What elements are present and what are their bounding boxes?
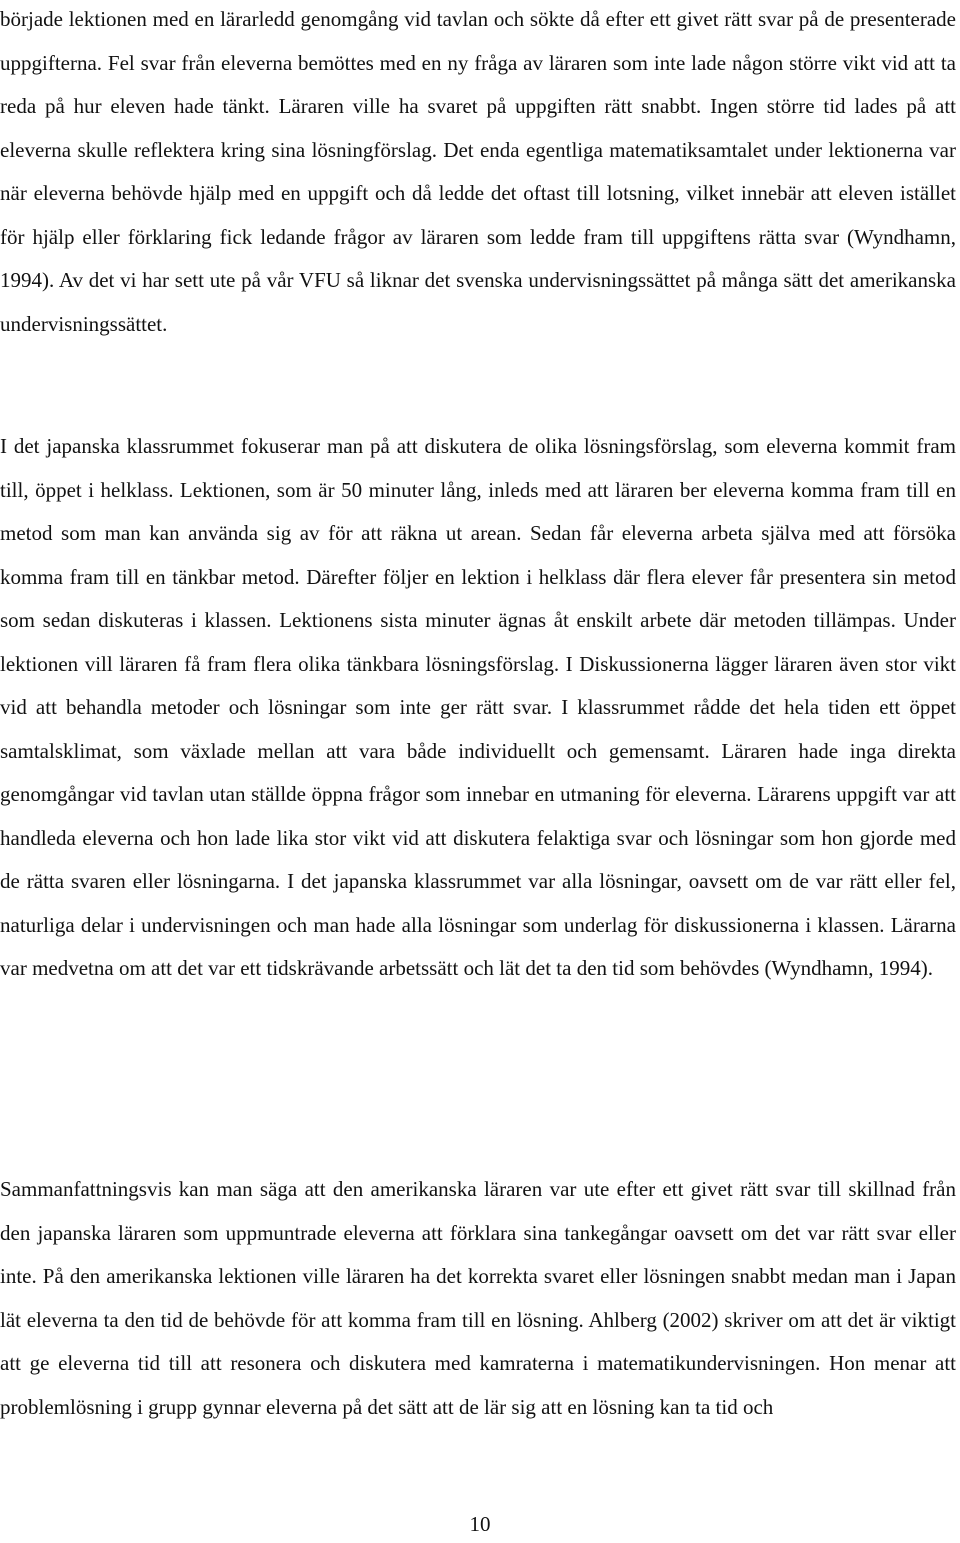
body-paragraph-2: I det japanska klassrummet fokuserar man på att diskutera de olika lösningsförslag, som eleverna kommit fram till, öppet i helklass. Lektionen, som är 50 minuter lång, inleds med att läraren ber eleverna komma fram till en metod som man kan använda sig av för att räkna ut arean. Sedan får eleverna arbeta själva med att försöka komma fram till en tänkbar metod. Därefter följer en lektion i helklass där flera elever får presentera sin metod som sedan diskuteras i klassen. Lektionens sista minuter ägnas åt enskilt arbete där metoden tillämpas. Under lektionen vill läraren få fram flera olika tänkbara lösningsförslag. I Diskussionerna lägger läraren även stor vikt vid att behandla metoder och lösningar som inte ger rätt svar. I klassrummet rådde det hela tiden ett öppet samtalsklimat, som växlade mellan att vara både individuellt och gemensamt. Läraren hade inga direkta genomgångar vid tavlan utan ställde öppna frågor som innebar en utmaning för eleverna. Lärarens uppgift var att handleda eleverna och hon lade lika stor vikt vid att diskutera felaktiga svar och lösningar som hon gjorde med de rätta svaren eller lösningarna. I det japanska klassrummet var alla lösningar, oavsett om de var rätt eller fel, naturliga delar i undervisningen och man hade alla lösningar som underlag för diskussionerna i klassen. Lärarna var medvetna om att det var ett tidskrävande arbetssätt och lät det ta den tid som behövdes (Wyndhamn, 1994). (0, 434, 956, 980)
page-number: 10 (469, 1512, 491, 1536)
body-paragraph-3: Sammanfattningsvis kan man säga att den amerikanska läraren var ute efter ett givet rätt svar till skillnad från den japanska läraren som uppmuntrade eleverna att förklara sina tankegångar oavsett om det var rätt svar eller inte. På den amerikanska lektionen ville läraren ha det korrekta svaret eller lösningen snabbt medan man i Japan lät eleverna ta den tid de behövde för att komma fram till en lösning. Ahlberg (2002) skriver om att det är viktigt att ge eleverna tid till att resonera och diskutera med kamraterna i matematikundervisningen. Hon menar att problemlösning i grupp gynnar eleverna på det sätt att de lär sig att en lösning kan ta tid och (0, 1177, 956, 1419)
body-paragraph-1: började lektionen med en lärarledd genomgång vid tavlan och sökte då efter ett givet rätt svar på de presenterade uppgifterna. Fel svar från eleverna bemöttes med en ny fråga av läraren som inte lade någon större vikt vid att ta reda på hur eleven hade tänkt. Läraren ville ha svaret på uppgiften rätt snabbt. Ingen större tid lades på att eleverna skulle reflektera kring sina lösningförslag. Det enda egentliga matematiksamtalet under lektionerna var när eleverna behövde hjälp med en uppgift och då ledde det oftast till lotsning, vilket innebär att eleven istället för hjälp eller förklaring fick ledande frågor av läraren som ledde fram till uppgiftens rätta svar (Wyndhamn, 1994). Av det vi har sett ute på vår VFU så liknar det svenska undervisningssättet på många sätt det amerikanska undervisningssättet. (0, 7, 956, 336)
